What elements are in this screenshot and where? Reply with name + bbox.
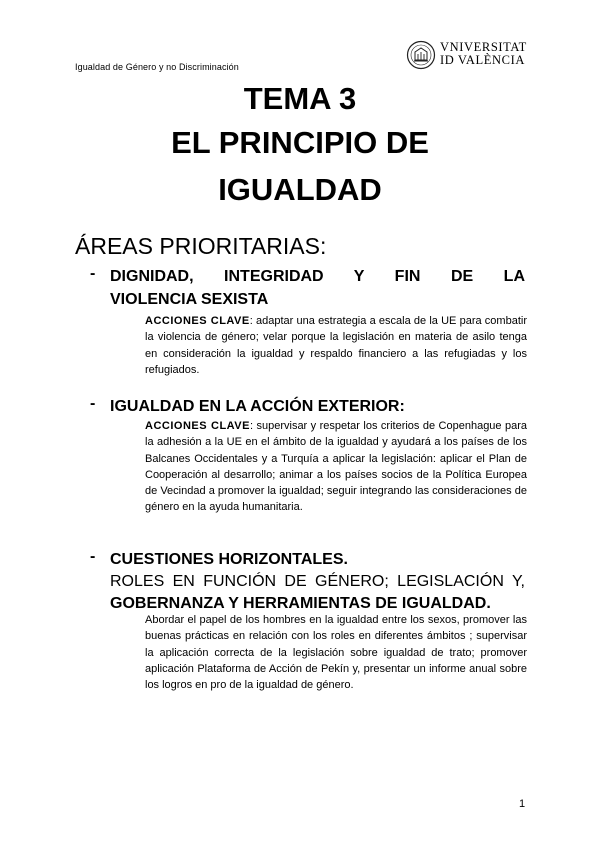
section-2-title — [110, 395, 525, 418]
university-logo — [406, 40, 526, 72]
section-3-subtitle — [110, 571, 525, 615]
section-1-title — [110, 265, 525, 311]
section-2-title-line-1: IGUALDAD EN LA ACCIÓN EXTERIOR: — [110, 398, 405, 415]
section-2-body: : supervisar y respetar los criterios de Copenhague para la adhesión a la UE en el ámbito de la igualdad y ayudará a los países de los Balcanes Occidentales y a Turquía a aplicar la legislación: aplicar el Plan de Cooperación al desarrollo; animar a los países socios de la Política Europea de Vecindad a promover la igualdad; seguir integrando las consideraciones de género en la ayuda humanitaria. — [145, 420, 528, 514]
section-2-bullet: - — [90, 395, 96, 412]
areas-heading: ÁREAS PRIORITARIAS: — [75, 233, 327, 259]
section-2-text — [145, 418, 527, 516]
section-1-key-label: ACCIONES CLAVE — [145, 315, 250, 327]
section-1-title-line-2: VIOLENCIA SEXISTA — [110, 291, 269, 308]
university-name — [440, 41, 527, 67]
section-3-title-line-1: CUESTIONES HORIZONTALES. — [110, 551, 348, 568]
section-2-key-label: ACCIONES CLAVE — [145, 420, 250, 432]
section-3-subtitle-line-1: ROLES EN FUNCIÓN DE GÉNERO; LEGISLACIÓN Y, — [110, 573, 525, 590]
section-3-subtitle-line-2: GOBERNANZA Y HERRAMIENTAS DE IGUALDAD. — [110, 595, 491, 612]
section-1-text — [145, 313, 527, 378]
title-line-3: IGUALDAD — [218, 172, 382, 207]
section-1-body: : adaptar una estrategia a escala de la UE para combatir la violencia de género; velar porque la legislación en materia de asilo tenga en consideración la igualdad y respaldo financiero a las refugiadas y los refugiados. — [145, 315, 527, 376]
section-3-title — [110, 548, 525, 571]
logo-line-2: ID VALÈNCIA — [440, 53, 525, 67]
section-3-text — [145, 612, 527, 693]
section-1-title-line-1: DIGNIDAD, INTEGRIDAD Y FIN DE LA — [110, 268, 525, 285]
header-subtitle: Igualdad de Género y no Discriminación — [75, 62, 239, 72]
section-1-bullet: - — [90, 265, 96, 282]
university-seal-icon — [406, 40, 436, 70]
page-number: 1 — [519, 798, 526, 810]
title-line-1: TEMA 3 — [243, 81, 357, 116]
section-3-bullet: - — [90, 548, 96, 565]
logo-line-1: VNIVERSITAT — [440, 40, 527, 54]
section-3-body: Abordar el papel de los hombres en la igualdad entre los sexos, promover las buenas prácticas en relación con los roles en diferentes ámbitos ; supervisar la aplicación correcta de la legislación sobre igualdad de trato; promover aplicación Plataforma de Acción de Pekín y, presentar un informe anual sobre los logros en pro de la igualdad de género. — [145, 614, 527, 692]
title-line-2: EL PRINCIPIO DE — [171, 125, 429, 160]
